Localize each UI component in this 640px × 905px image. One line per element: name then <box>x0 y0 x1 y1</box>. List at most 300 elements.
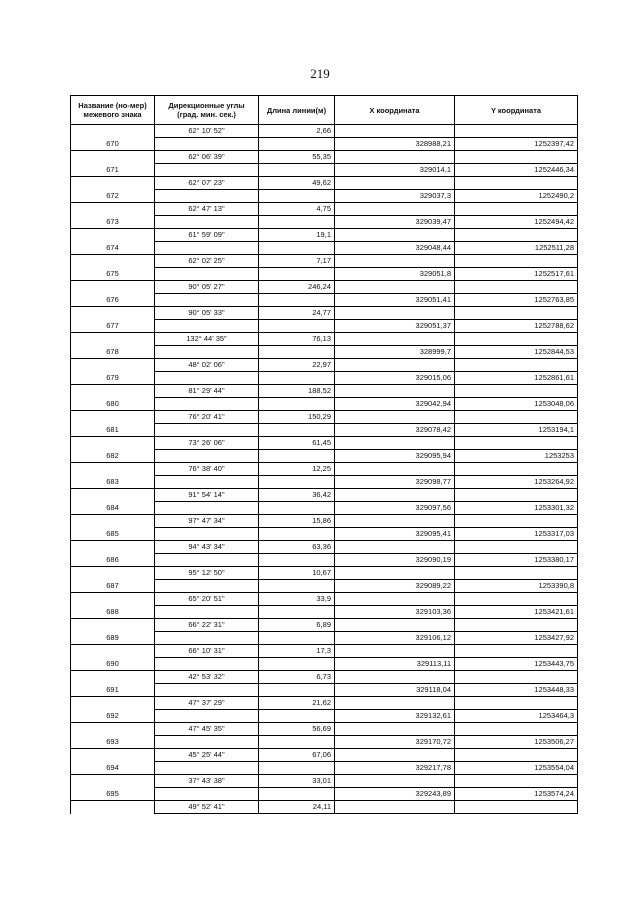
x-coordinate-cell: 329089,22 <box>335 580 455 593</box>
boundary-mark-row <box>71 164 578 177</box>
y-coordinate-cell: 1252788,62 <box>455 320 578 333</box>
header-line-length: Длина линии(м) <box>259 96 335 125</box>
mark-name-cell: 691 <box>71 684 155 697</box>
mark-name-cell <box>71 151 155 164</box>
x-coordinate-cell <box>335 489 455 502</box>
x-coordinate-cell <box>335 567 455 580</box>
boundary-mark-row <box>71 268 578 281</box>
line-length-cell: 56,69 <box>259 723 335 736</box>
y-coordinate-cell <box>455 255 578 268</box>
y-coordinate-cell: 1253253 <box>455 450 578 463</box>
mark-name-cell: 682 <box>71 450 155 463</box>
x-coordinate-cell <box>335 463 455 476</box>
y-coordinate-cell: 1253464,3 <box>455 710 578 723</box>
x-coordinate-cell: 328988,21 <box>335 138 455 151</box>
y-coordinate-cell <box>455 463 578 476</box>
x-coordinate-cell <box>335 619 455 632</box>
x-coordinate-cell: 329051,41 <box>335 294 455 307</box>
mark-name-cell: 686 <box>71 554 155 567</box>
boundary-mark-row <box>71 242 578 255</box>
x-coordinate-cell <box>335 307 455 320</box>
y-coordinate-cell: 1253554,04 <box>455 762 578 775</box>
mark-name-cell <box>71 801 155 814</box>
mark-name-cell <box>71 307 155 320</box>
x-coordinate-cell <box>335 775 455 788</box>
y-coordinate-cell <box>455 697 578 710</box>
direction-angle-cell <box>155 710 259 723</box>
y-coordinate-cell <box>455 515 578 528</box>
mark-name-cell <box>71 619 155 632</box>
x-coordinate-cell <box>335 281 455 294</box>
direction-angle-cell <box>155 294 259 307</box>
line-segment-row <box>71 593 578 606</box>
line-segment-row <box>71 645 578 658</box>
mark-name-cell: 676 <box>71 294 155 307</box>
line-length-cell: 49,62 <box>259 177 335 190</box>
line-segment-row <box>71 671 578 684</box>
line-length-cell: 10,67 <box>259 567 335 580</box>
direction-angle-cell: 90° 05' 27" <box>155 281 259 294</box>
mark-name-cell: 672 <box>71 190 155 203</box>
mark-name-cell: 679 <box>71 372 155 385</box>
line-length-cell <box>259 632 335 645</box>
y-coordinate-cell <box>455 567 578 580</box>
y-coordinate-cell: 1253048,06 <box>455 398 578 411</box>
boundary-mark-row <box>71 762 578 775</box>
direction-angle-cell <box>155 242 259 255</box>
line-length-cell <box>259 684 335 697</box>
direction-angle-cell: 65° 20' 51" <box>155 593 259 606</box>
mark-name-cell: 677 <box>71 320 155 333</box>
direction-angle-cell <box>155 606 259 619</box>
y-coordinate-cell <box>455 801 578 814</box>
direction-angle-cell <box>155 684 259 697</box>
direction-angle-cell <box>155 138 259 151</box>
line-length-cell: 2,66 <box>259 125 335 138</box>
line-segment-row <box>71 567 578 580</box>
line-length-cell <box>259 424 335 437</box>
boundary-mark-row <box>71 580 578 593</box>
mark-name-cell: 692 <box>71 710 155 723</box>
x-coordinate-cell <box>335 203 455 216</box>
x-coordinate-cell <box>335 515 455 528</box>
line-segment-row <box>71 515 578 528</box>
boundary-mark-row <box>71 658 578 671</box>
direction-angle-cell <box>155 398 259 411</box>
line-segment-row <box>71 437 578 450</box>
direction-angle-cell: 37° 43' 38" <box>155 775 259 788</box>
x-coordinate-cell: 329217,78 <box>335 762 455 775</box>
mark-name-cell <box>71 359 155 372</box>
line-segment-row <box>71 385 578 398</box>
line-segment-row <box>71 307 578 320</box>
x-coordinate-cell <box>335 333 455 346</box>
y-coordinate-cell: 1253301,32 <box>455 502 578 515</box>
mark-name-cell <box>71 411 155 424</box>
mark-name-cell: 690 <box>71 658 155 671</box>
y-coordinate-cell <box>455 177 578 190</box>
x-coordinate-cell <box>335 229 455 242</box>
y-coordinate-cell: 1253574,24 <box>455 788 578 801</box>
y-coordinate-cell <box>455 671 578 684</box>
direction-angle-cell <box>155 554 259 567</box>
mark-name-cell: 688 <box>71 606 155 619</box>
line-length-cell: 21,62 <box>259 697 335 710</box>
direction-angle-cell: 49° 52' 41" <box>155 801 259 814</box>
line-length-cell: 19,1 <box>259 229 335 242</box>
table-body <box>71 125 578 814</box>
x-coordinate-cell <box>335 541 455 554</box>
x-coordinate-cell: 329048,44 <box>335 242 455 255</box>
line-length-cell: 188,52 <box>259 385 335 398</box>
mark-name-cell <box>71 749 155 762</box>
direction-angle-cell: 76° 38' 40" <box>155 463 259 476</box>
mark-name-cell: 684 <box>71 502 155 515</box>
mark-name-cell <box>71 593 155 606</box>
y-coordinate-cell: 1252490,2 <box>455 190 578 203</box>
boundary-mark-row <box>71 476 578 489</box>
direction-angle-cell: 42° 53' 32" <box>155 671 259 684</box>
y-coordinate-cell <box>455 125 578 138</box>
direction-angle-cell <box>155 372 259 385</box>
y-coordinate-cell <box>455 541 578 554</box>
x-coordinate-cell: 329243,89 <box>335 788 455 801</box>
x-coordinate-cell <box>335 593 455 606</box>
direction-angle-cell <box>155 450 259 463</box>
x-coordinate-cell: 329170,72 <box>335 736 455 749</box>
x-coordinate-cell <box>335 177 455 190</box>
y-coordinate-cell <box>455 593 578 606</box>
line-segment-row <box>71 411 578 424</box>
mark-name-cell: 694 <box>71 762 155 775</box>
mark-name-cell <box>71 255 155 268</box>
boundary-mark-row <box>71 294 578 307</box>
y-coordinate-cell: 1253427,92 <box>455 632 578 645</box>
x-coordinate-cell <box>335 125 455 138</box>
mark-name-cell: 693 <box>71 736 155 749</box>
x-coordinate-cell <box>335 359 455 372</box>
x-coordinate-cell: 329098,77 <box>335 476 455 489</box>
x-coordinate-cell: 329037,3 <box>335 190 455 203</box>
line-segment-row <box>71 489 578 502</box>
direction-angle-cell <box>155 632 259 645</box>
line-length-cell <box>259 710 335 723</box>
direction-angle-cell <box>155 164 259 177</box>
boundary-mark-row <box>71 372 578 385</box>
mark-name-cell <box>71 541 155 554</box>
line-length-cell: 24,11 <box>259 801 335 814</box>
header-direction-angle: Дирекционные углы (град. мин. сек.) <box>155 96 259 125</box>
direction-angle-cell: 62° 07' 23" <box>155 177 259 190</box>
y-coordinate-cell <box>455 359 578 372</box>
direction-angle-cell <box>155 190 259 203</box>
direction-angle-cell <box>155 476 259 489</box>
direction-angle-cell: 90° 05' 33" <box>155 307 259 320</box>
y-coordinate-cell: 1252861,61 <box>455 372 578 385</box>
y-coordinate-cell: 1253317,03 <box>455 528 578 541</box>
mark-name-cell: 685 <box>71 528 155 541</box>
line-length-cell <box>259 762 335 775</box>
mark-name-cell <box>71 775 155 788</box>
x-coordinate-cell: 329132,61 <box>335 710 455 723</box>
boundary-marks-table <box>70 95 578 814</box>
y-coordinate-cell: 1253506,27 <box>455 736 578 749</box>
direction-angle-cell: 47° 45' 35" <box>155 723 259 736</box>
line-length-cell: 17,3 <box>259 645 335 658</box>
line-segment-row <box>71 619 578 632</box>
mark-name-cell <box>71 515 155 528</box>
y-coordinate-cell <box>455 385 578 398</box>
line-length-cell <box>259 502 335 515</box>
direction-angle-cell: 61° 59' 09" <box>155 229 259 242</box>
line-segment-row <box>71 801 578 814</box>
boundary-mark-row <box>71 398 578 411</box>
direction-angle-cell <box>155 502 259 515</box>
y-coordinate-cell <box>455 411 578 424</box>
y-coordinate-cell <box>455 619 578 632</box>
mark-name-cell: 674 <box>71 242 155 255</box>
mark-name-cell: 695 <box>71 788 155 801</box>
line-length-cell <box>259 606 335 619</box>
mark-name-cell <box>71 177 155 190</box>
line-segment-row <box>71 255 578 268</box>
direction-angle-cell: 62° 06' 39" <box>155 151 259 164</box>
x-coordinate-cell <box>335 411 455 424</box>
y-coordinate-cell <box>455 281 578 294</box>
line-length-cell <box>259 736 335 749</box>
line-length-cell <box>259 372 335 385</box>
boundary-mark-row <box>71 502 578 515</box>
direction-angle-cell: 95° 12' 50" <box>155 567 259 580</box>
x-coordinate-cell: 329090,19 <box>335 554 455 567</box>
x-coordinate-cell: 328999,7 <box>335 346 455 359</box>
mark-name-cell <box>71 125 155 138</box>
line-length-cell <box>259 268 335 281</box>
line-length-cell: 6,89 <box>259 619 335 632</box>
direction-angle-cell <box>155 216 259 229</box>
x-coordinate-cell <box>335 671 455 684</box>
line-segment-row <box>71 775 578 788</box>
direction-angle-cell <box>155 762 259 775</box>
x-coordinate-cell: 329078,42 <box>335 424 455 437</box>
line-length-cell <box>259 320 335 333</box>
line-length-cell: 15,86 <box>259 515 335 528</box>
mark-name-cell <box>71 489 155 502</box>
boundary-mark-row <box>71 684 578 697</box>
direction-angle-cell: 47° 37' 29" <box>155 697 259 710</box>
y-coordinate-cell <box>455 723 578 736</box>
line-length-cell <box>259 164 335 177</box>
boundary-mark-row <box>71 424 578 437</box>
mark-name-cell <box>71 333 155 346</box>
line-length-cell <box>259 294 335 307</box>
header-x-coordinate: X координата <box>335 96 455 125</box>
x-coordinate-cell: 329097,56 <box>335 502 455 515</box>
mark-name-cell: 675 <box>71 268 155 281</box>
y-coordinate-cell <box>455 489 578 502</box>
mark-name-cell <box>71 385 155 398</box>
line-segment-row <box>71 203 578 216</box>
boundary-mark-row <box>71 138 578 151</box>
boundary-mark-row <box>71 554 578 567</box>
line-length-cell <box>259 476 335 489</box>
table-header <box>71 96 578 125</box>
direction-angle-cell <box>155 320 259 333</box>
y-coordinate-cell: 1253421,61 <box>455 606 578 619</box>
boundary-mark-row <box>71 736 578 749</box>
mark-name-cell: 687 <box>71 580 155 593</box>
boundary-mark-row <box>71 632 578 645</box>
line-length-cell <box>259 580 335 593</box>
line-length-cell <box>259 788 335 801</box>
x-coordinate-cell <box>335 801 455 814</box>
line-length-cell <box>259 242 335 255</box>
x-coordinate-cell <box>335 645 455 658</box>
boundary-mark-row <box>71 606 578 619</box>
mark-name-cell: 681 <box>71 424 155 437</box>
x-coordinate-cell <box>335 151 455 164</box>
y-coordinate-cell <box>455 151 578 164</box>
line-length-cell: 76,13 <box>259 333 335 346</box>
mark-name-cell: 689 <box>71 632 155 645</box>
y-coordinate-cell: 1253264,92 <box>455 476 578 489</box>
header-y-coordinate: Y координата <box>455 96 578 125</box>
direction-angle-cell: 91° 54' 14" <box>155 489 259 502</box>
line-length-cell: 150,29 <box>259 411 335 424</box>
direction-angle-cell: 66° 22' 31" <box>155 619 259 632</box>
boundary-mark-row <box>71 450 578 463</box>
y-coordinate-cell: 1253448,33 <box>455 684 578 697</box>
y-coordinate-cell <box>455 307 578 320</box>
x-coordinate-cell: 329106,12 <box>335 632 455 645</box>
direction-angle-cell: 66° 10' 31" <box>155 645 259 658</box>
line-length-cell <box>259 346 335 359</box>
y-coordinate-cell: 1252446,34 <box>455 164 578 177</box>
line-length-cell: 55,35 <box>259 151 335 164</box>
line-length-cell: 63,36 <box>259 541 335 554</box>
y-coordinate-cell <box>455 775 578 788</box>
mark-name-cell <box>71 281 155 294</box>
line-length-cell: 24,77 <box>259 307 335 320</box>
line-segment-row <box>71 229 578 242</box>
y-coordinate-cell: 1252511,28 <box>455 242 578 255</box>
mark-name-cell: 670 <box>71 138 155 151</box>
header-mark-name: Название (но-мер) межевого знака <box>71 96 155 125</box>
x-coordinate-cell: 329051,37 <box>335 320 455 333</box>
direction-angle-cell <box>155 346 259 359</box>
x-coordinate-cell <box>335 749 455 762</box>
y-coordinate-cell <box>455 229 578 242</box>
mark-name-cell <box>71 203 155 216</box>
y-coordinate-cell <box>455 437 578 450</box>
y-coordinate-cell <box>455 333 578 346</box>
y-coordinate-cell: 1252763,85 <box>455 294 578 307</box>
direction-angle-cell: 76° 20' 41" <box>155 411 259 424</box>
y-coordinate-cell: 1253194,1 <box>455 424 578 437</box>
boundary-mark-row <box>71 320 578 333</box>
direction-angle-cell <box>155 736 259 749</box>
line-segment-row <box>71 749 578 762</box>
direction-angle-cell: 94° 43' 34" <box>155 541 259 554</box>
x-coordinate-cell: 329014,1 <box>335 164 455 177</box>
direction-angle-cell: 62° 47' 13" <box>155 203 259 216</box>
line-segment-row <box>71 359 578 372</box>
y-coordinate-cell: 1252517,61 <box>455 268 578 281</box>
y-coordinate-cell: 1253390,8 <box>455 580 578 593</box>
line-length-cell <box>259 190 335 203</box>
line-segment-row <box>71 177 578 190</box>
y-coordinate-cell <box>455 749 578 762</box>
direction-angle-cell <box>155 788 259 801</box>
boundary-mark-row <box>71 788 578 801</box>
line-length-cell: 36,42 <box>259 489 335 502</box>
x-coordinate-cell: 329103,36 <box>335 606 455 619</box>
mark-name-cell: 678 <box>71 346 155 359</box>
line-segment-row <box>71 541 578 554</box>
x-coordinate-cell <box>335 723 455 736</box>
direction-angle-cell <box>155 268 259 281</box>
x-coordinate-cell: 329113,11 <box>335 658 455 671</box>
line-length-cell <box>259 216 335 229</box>
direction-angle-cell: 62° 02' 25" <box>155 255 259 268</box>
mark-name-cell <box>71 463 155 476</box>
x-coordinate-cell: 329042,94 <box>335 398 455 411</box>
x-coordinate-cell: 329118,04 <box>335 684 455 697</box>
direction-angle-cell: 45° 25' 44" <box>155 749 259 762</box>
line-segment-row <box>71 697 578 710</box>
line-segment-row <box>71 151 578 164</box>
line-length-cell: 33,9 <box>259 593 335 606</box>
line-segment-row <box>71 463 578 476</box>
y-coordinate-cell: 1252844,53 <box>455 346 578 359</box>
line-length-cell <box>259 138 335 151</box>
line-segment-row <box>71 125 578 138</box>
line-length-cell: 246,24 <box>259 281 335 294</box>
mark-name-cell <box>71 437 155 450</box>
boundary-mark-row <box>71 528 578 541</box>
line-length-cell: 7,17 <box>259 255 335 268</box>
mark-name-cell: 673 <box>71 216 155 229</box>
direction-angle-cell: 48° 02' 06" <box>155 359 259 372</box>
boundary-mark-row <box>71 346 578 359</box>
direction-angle-cell: 132° 44' 35" <box>155 333 259 346</box>
line-length-cell: 67,06 <box>259 749 335 762</box>
mark-name-cell: 680 <box>71 398 155 411</box>
direction-angle-cell <box>155 424 259 437</box>
line-length-cell <box>259 528 335 541</box>
mark-name-cell <box>71 723 155 736</box>
mark-name-cell: 671 <box>71 164 155 177</box>
x-coordinate-cell: 329039,47 <box>335 216 455 229</box>
y-coordinate-cell: 1253380,17 <box>455 554 578 567</box>
line-segment-row <box>71 281 578 294</box>
mark-name-cell <box>71 229 155 242</box>
x-coordinate-cell: 329051,8 <box>335 268 455 281</box>
y-coordinate-cell <box>455 203 578 216</box>
line-length-cell <box>259 554 335 567</box>
y-coordinate-cell <box>455 645 578 658</box>
line-segment-row <box>71 723 578 736</box>
x-coordinate-cell: 329095,41 <box>335 528 455 541</box>
boundary-mark-row <box>71 710 578 723</box>
direction-angle-cell: 62° 10' 52" <box>155 125 259 138</box>
y-coordinate-cell: 1252494,42 <box>455 216 578 229</box>
line-length-cell <box>259 450 335 463</box>
boundary-mark-row <box>71 190 578 203</box>
line-length-cell: 61,45 <box>259 437 335 450</box>
mark-name-cell <box>71 671 155 684</box>
line-length-cell: 4,75 <box>259 203 335 216</box>
